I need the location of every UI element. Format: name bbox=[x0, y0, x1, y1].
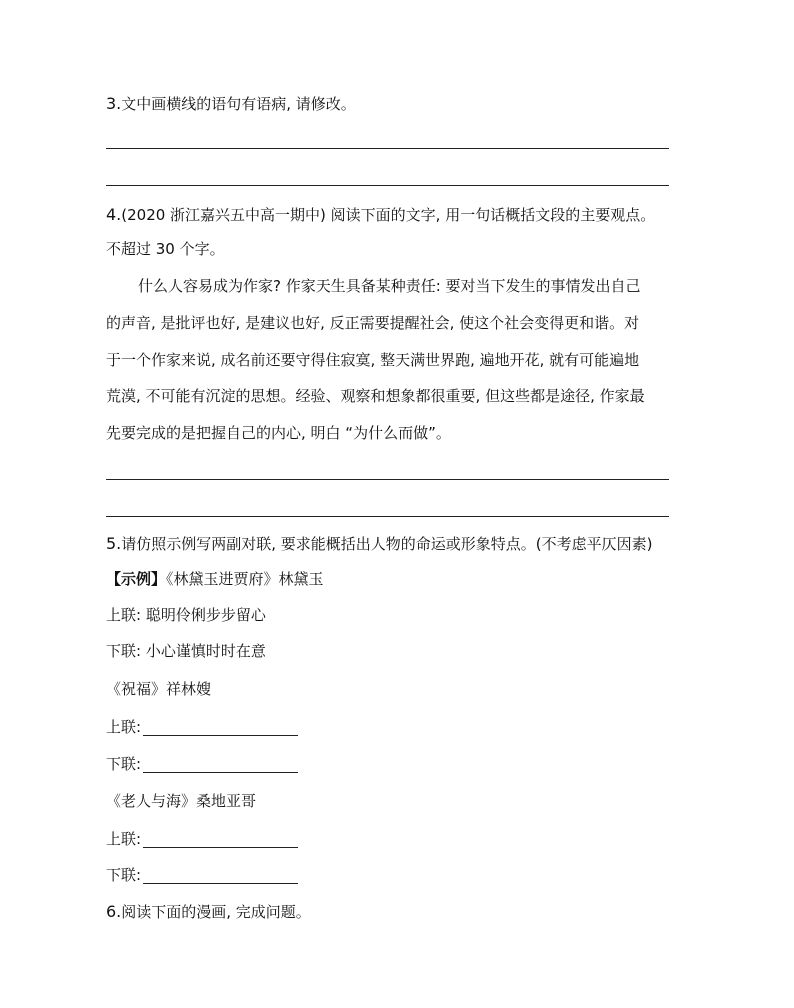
passage-line: 荒漠, 不可能有沉淀的思想。经验、观察和想象都很重要, 但这些都是途径, 作家最 bbox=[106, 387, 645, 405]
lower-label: 下联: bbox=[106, 866, 142, 884]
question-4 bbox=[106, 205, 655, 225]
couplet-item-1-title: 《祝福》祥林嫂 bbox=[106, 680, 212, 698]
question-5 bbox=[106, 534, 653, 554]
lower-answer-blank[interactable] bbox=[143, 867, 298, 884]
lower-label: 下联: bbox=[106, 755, 142, 773]
passage-line: 的声音, 是批评也好, 是建议也好, 反正需要提醒社会, 使这个社会变得更和谐。对 bbox=[106, 314, 640, 332]
couplet-item-1-upper bbox=[106, 717, 298, 737]
example-lower-couplet: 下联: 小心谨慎时时在意 bbox=[106, 642, 266, 660]
upper-label: 上联: bbox=[106, 830, 142, 848]
question-text: 阅读下面的漫画, 完成问题。 bbox=[121, 903, 311, 921]
couplet-item-2-lower bbox=[106, 865, 298, 885]
couplet-item-1-lower bbox=[106, 754, 298, 774]
example-line bbox=[106, 569, 324, 589]
question-text: (2020 浙江嘉兴五中高一期中) 阅读下面的文字, 用一句话概括文段的主要观点。 bbox=[121, 206, 656, 224]
upper-answer-blank[interactable] bbox=[143, 719, 298, 736]
upper-answer-blank[interactable] bbox=[143, 831, 298, 848]
question-text-continued: 不超过 30 个字。 bbox=[106, 240, 225, 258]
example-tag: 【示例】 bbox=[106, 570, 167, 588]
answer-line bbox=[106, 479, 669, 480]
passage-line: 什么人容易成为作家? 作家天生具备某种责任: 要对当下发生的事情发出自己 bbox=[138, 277, 641, 295]
passage-line: 于一个作家来说, 成名前还要守得住寂寞, 整天满世界跑, 遍地开花, 就有可能遍地 bbox=[106, 351, 640, 369]
couplet-item-2-title: 《老人与海》桑地亚哥 bbox=[106, 792, 257, 810]
answer-line bbox=[106, 148, 669, 149]
question-6 bbox=[106, 902, 311, 922]
question-3 bbox=[106, 94, 356, 114]
example-upper-couplet: 上联: 聪明伶俐步步留心 bbox=[106, 606, 266, 624]
question-number: 3. bbox=[106, 94, 122, 113]
answer-line bbox=[106, 516, 669, 517]
question-number: 6. bbox=[106, 902, 122, 921]
couplet-item-2-upper bbox=[106, 829, 298, 849]
passage-line: 先要完成的是把握自己的内心, 明白 “为什么而做”。 bbox=[106, 424, 451, 442]
upper-label: 上联: bbox=[106, 718, 142, 736]
lower-answer-blank[interactable] bbox=[143, 756, 298, 773]
question-text: 请仿照示例写两副对联, 要求能概括出人物的命运或形象特点。(不考虑平仄因素) bbox=[121, 535, 653, 553]
example-title: 《林黛玉进贾府》林黛玉 bbox=[166, 570, 324, 588]
question-number: 4. bbox=[106, 205, 122, 224]
question-number: 5. bbox=[106, 534, 122, 553]
question-text: 文中画横线的语句有语病, 请修改。 bbox=[121, 95, 356, 113]
answer-line bbox=[106, 185, 669, 186]
